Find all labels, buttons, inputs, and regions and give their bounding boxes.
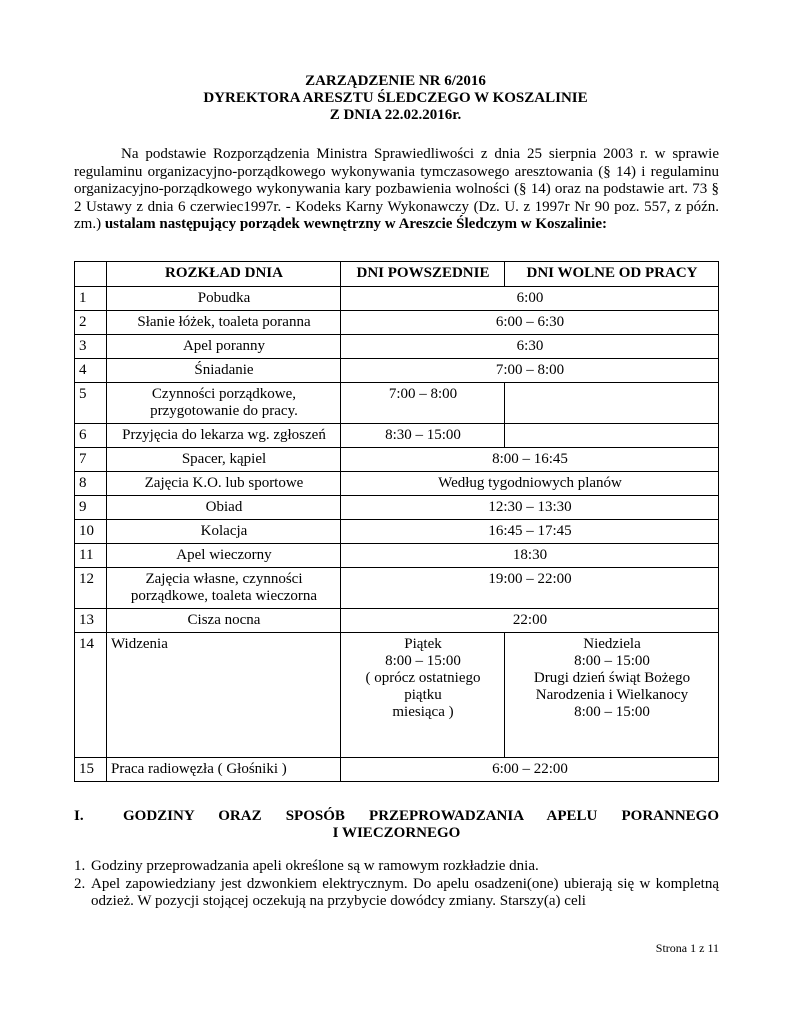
row-number: 13 [75, 609, 107, 633]
header-weekdays: DNI POWSZEDNIE [341, 262, 505, 287]
row-number: 6 [75, 424, 107, 448]
activity-line: przygotowanie do pracy. [150, 403, 298, 419]
visit-weekday-line: ( oprócz ostatniego piątku [365, 670, 481, 703]
row-number: 11 [75, 544, 107, 568]
table-row [75, 472, 719, 496]
order-date: Z DNIA 22.02.2016r. [329, 107, 462, 123]
visit-weekday-line: 8:00 – 15:00 [385, 653, 461, 669]
row-dayoff-time [505, 424, 719, 448]
intro-text: Na podstawie Rozporządzenia Ministra Sprawiedliwości z dnia 25 sierpnia 2003 r. w sprawie regulaminu organizacyjno-porządkowego wykonywania tymczasowego aresztowania (§ 14) i regulaminu organizacyjno-porządkowego wykonywania kary pozbawienia wolności (§ 14) oraz na podstawie art. 73 § 2 Ustawy z dnia 6 czerwiec1997r. - Kodeks Karny Wykonawczy (Dz. U. z 1997r Nr 90 poz. 557, z późn. zm.) [74, 146, 719, 233]
list-item-number: 1. [74, 858, 86, 874]
row-weekday-time: 7:00 – 8:00 [341, 383, 505, 424]
row-weekday-time: 8:30 – 15:00 [341, 424, 505, 448]
daily-schedule-table [74, 261, 719, 782]
header-days-off: DNI WOLNE OD PRACY [505, 262, 719, 287]
row-activity: Cisza nocna [107, 609, 341, 633]
row-activity: Przyjęcia do lekarza wg. zgłoszeń [107, 424, 341, 448]
list-item-text: Apel zapowiedziany jest dzwonkiem elektrycznym. Do apelu osadzeni(one) ubierają się w kompletną odzież. W pozycji stojącej oczekują na przybycie dowódcy zmiany. Starszy(a) celi [91, 875, 719, 910]
table-row [75, 383, 719, 424]
visit-dayoff-line: Niedziela [583, 636, 641, 652]
visit-weekday-line: miesiąca ) [392, 704, 454, 720]
activity-line: Czynności porządkowe, [151, 386, 297, 402]
section-title-line2: I WIECZORNEGO [332, 825, 461, 841]
row-activity: Kolacja [107, 520, 341, 544]
table-row [75, 496, 719, 520]
table-row [75, 359, 719, 383]
visit-dayoff-line: Drugi dzień świąt Bożego [533, 670, 691, 686]
header-number [75, 262, 107, 287]
table-row [75, 335, 719, 359]
table-header-row [75, 262, 719, 287]
row-number: 10 [75, 520, 107, 544]
row-time: 6:00 [341, 287, 719, 311]
visit-dayoff-line: Narodzenia i Wielkanocy [535, 687, 689, 703]
row-time: 8:00 – 16:45 [341, 448, 719, 472]
page-number: Strona 1 z 11 [655, 941, 719, 955]
visit-dayoff-line: 8:00 – 15:00 [574, 704, 650, 720]
row-number: 3 [75, 335, 107, 359]
table-row [75, 609, 719, 633]
table-row [75, 520, 719, 544]
table-row [75, 758, 719, 782]
table-row [75, 287, 719, 311]
list-item [74, 858, 719, 876]
row-activity [107, 383, 341, 424]
row-time: 16:45 – 17:45 [341, 520, 719, 544]
table-row [75, 568, 719, 609]
row-time: 18:30 [341, 544, 719, 568]
row-activity: Zajęcia K.O. lub sportowe [107, 472, 341, 496]
table-row [75, 633, 719, 758]
row-number: 4 [75, 359, 107, 383]
row-dayoff-time [505, 633, 719, 758]
table-row [75, 311, 719, 335]
row-activity: Praca radiowęzła ( Głośniki ) [107, 758, 341, 782]
row-weekday-time [341, 633, 505, 758]
row-activity: Apel poranny [107, 335, 341, 359]
row-time: 6:00 – 22:00 [341, 758, 719, 782]
row-activity: Śniadanie [107, 359, 341, 383]
row-number: 12 [75, 568, 107, 609]
row-number: 8 [75, 472, 107, 496]
row-number: 1 [75, 287, 107, 311]
intro-paragraph [74, 146, 719, 234]
row-number: 2 [75, 311, 107, 335]
row-dayoff-time [505, 383, 719, 424]
row-activity: Spacer, kąpiel [107, 448, 341, 472]
section-number: I. [74, 808, 84, 824]
row-number: 14 [75, 633, 107, 758]
row-activity: Widzenia [107, 633, 341, 758]
activity-line: porządkowe, toaleta wieczorna [130, 588, 318, 604]
row-number: 9 [75, 496, 107, 520]
row-time: 7:00 – 8:00 [341, 359, 719, 383]
row-activity [107, 568, 341, 609]
row-time: Według tygodniowych planów [341, 472, 719, 496]
row-time: 12:30 – 13:30 [341, 496, 719, 520]
activity-line: Zajęcia własne, czynności [145, 571, 303, 587]
row-activity: Pobudka [107, 287, 341, 311]
section-title-line1: GODZINY ORAZ SPOSÓB PRZEPROWADZANIA APELU PORANNEGO [123, 808, 719, 824]
table-row [75, 424, 719, 448]
visit-dayoff-line: 8:00 – 15:00 [574, 653, 650, 669]
list-item-number: 2. [74, 875, 86, 892]
row-time: 19:00 – 22:00 [341, 568, 719, 609]
order-title: ZARZĄDZENIE NR 6/2016 [305, 73, 486, 89]
visit-weekday-line: Piątek [404, 636, 442, 652]
numbered-list [74, 858, 719, 911]
intro-bold-text: ustalam następujący porządek wewnętrzny w Areszcie Śledczym w Koszalinie: [104, 216, 607, 233]
list-item-text: Godziny przeprowadzania apeli określone są w ramowym rozkładzie dnia. [91, 858, 539, 874]
row-number: 5 [75, 383, 107, 424]
list-item [74, 876, 719, 911]
row-time: 22:00 [341, 609, 719, 633]
header-schedule: ROZKŁAD DNIA [107, 262, 341, 287]
row-time: 6:30 [341, 335, 719, 359]
table-row [75, 448, 719, 472]
table-row [75, 544, 719, 568]
row-activity: Obiad [107, 496, 341, 520]
row-number: 15 [75, 758, 107, 782]
row-activity: Apel wieczorny [107, 544, 341, 568]
row-activity: Słanie łóżek, toaleta poranna [107, 311, 341, 335]
issuer-title: DYREKTORA ARESZTU ŚLEDCZEGO W KOSZALINIE [203, 90, 588, 106]
row-time: 6:00 – 6:30 [341, 311, 719, 335]
row-number: 7 [75, 448, 107, 472]
